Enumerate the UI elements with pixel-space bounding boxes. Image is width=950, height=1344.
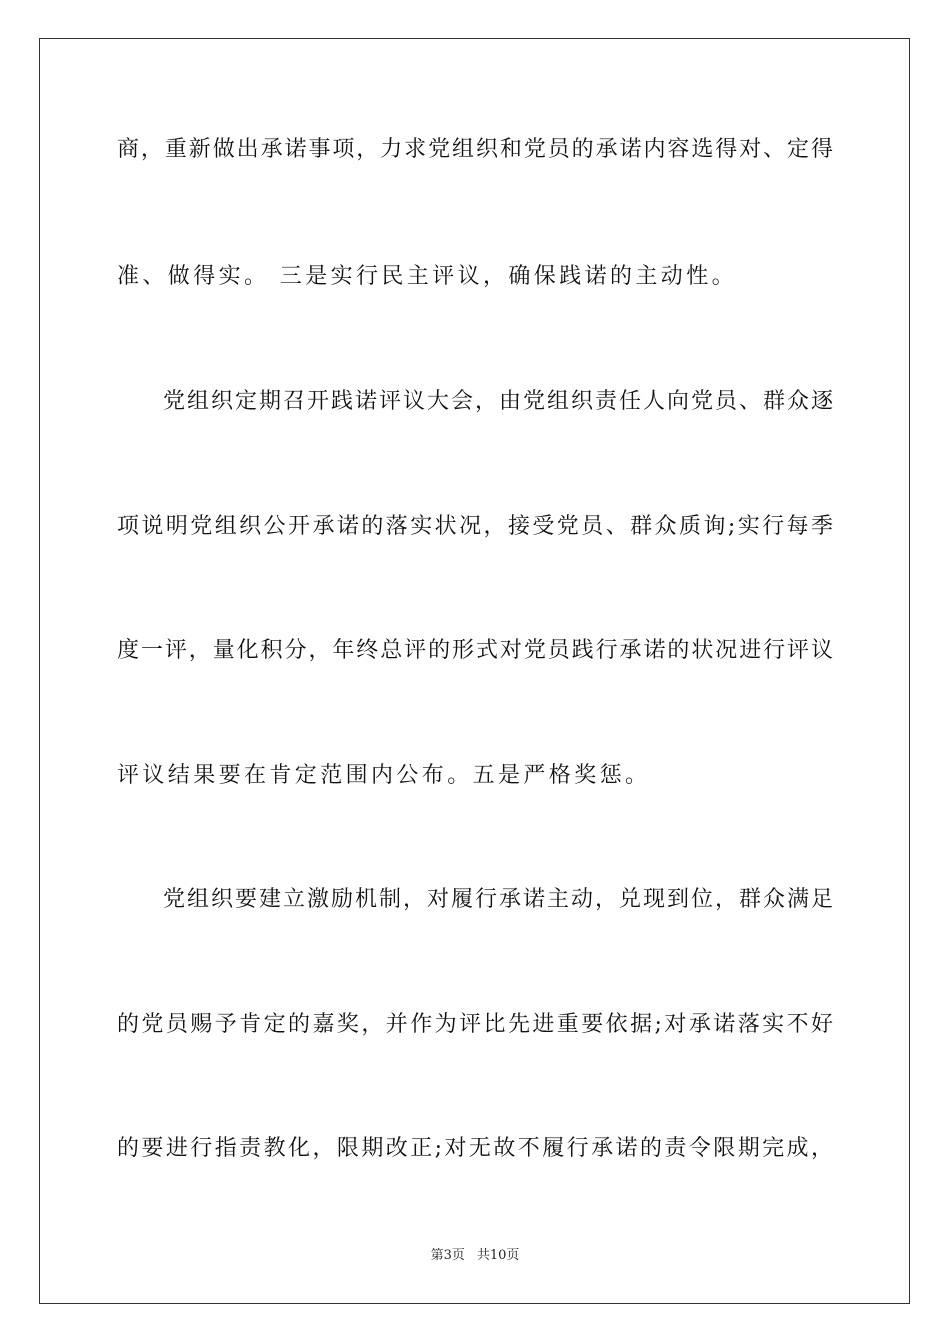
total-pages: 共10页 [476, 1248, 520, 1263]
body-text-line-9: 的要进行指责教化，限期改正;对无故不履行承诺的责令限期完成， [117, 1136, 833, 1161]
body-text-line-4: 项说明党组织公开承诺的落实状况，接受党员、群众质询;实行每季 [117, 514, 833, 539]
body-text-line-3: 党组织定期召开践诺评议大会，由党组织责任人向党员、群众逐 [163, 389, 833, 414]
page-border [39, 38, 910, 1304]
page-footer [0, 1247, 950, 1265]
body-text-line-8: 的党员赐予肯定的嘉奖，并作为评比先进重要依据;对承诺落实不好 [117, 1012, 833, 1037]
body-text-line-2: 准、做得实。 三是实行民主评议，确保践诺的主动性。 [117, 264, 737, 289]
body-text-line-6: 评议结果要在肯定范围内公布。五是严格奖惩。 [117, 763, 651, 788]
page-number: 第3页 [430, 1248, 465, 1263]
body-text-line-1: 商，重新做出承诺事项，力求党组织和党员的承诺内容选得对、定得 [117, 137, 833, 162]
body-text-line-7: 党组织要建立激励机制，对履行承诺主动，兑现到位，群众满足 [163, 887, 833, 912]
body-text-line-5: 度一评，量化积分，年终总评的形式对党员践行承诺的状况进行评议 [117, 638, 833, 663]
